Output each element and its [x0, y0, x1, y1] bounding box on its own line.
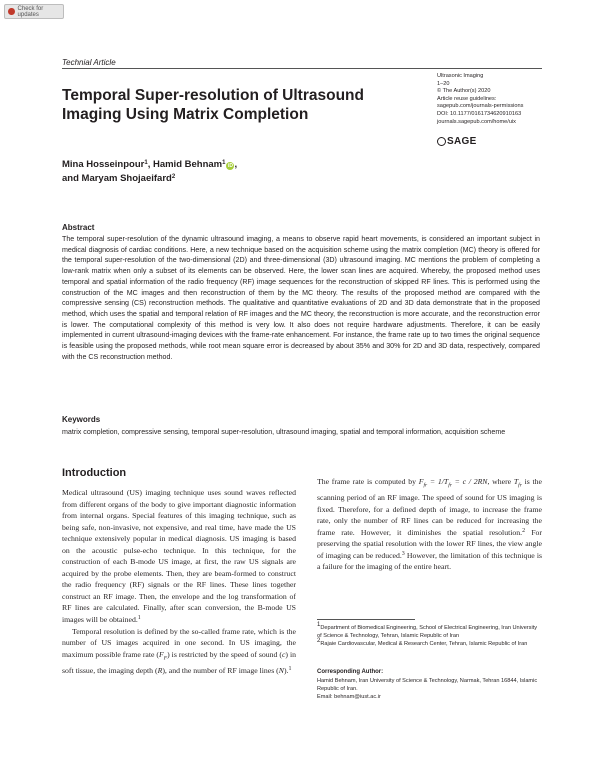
author-affiliation-mark: 2 — [171, 174, 176, 180]
journal-home-link[interactable]: journals.sagepub.com/home/uix — [437, 118, 516, 125]
paragraph-text: ), and the number of RF image lines ( — [162, 665, 279, 675]
orcid-icon[interactable]: iD — [227, 163, 233, 169]
footnote-divider — [317, 619, 415, 620]
update-icon — [8, 8, 15, 15]
affiliation-mark: 2 — [317, 637, 321, 644]
equation — [418, 477, 488, 489]
paragraph-text: , where — [487, 477, 514, 486]
math-symbol: c — [281, 649, 286, 659]
journal-info — [437, 73, 577, 126]
affiliations — [317, 622, 542, 648]
math-symbol: F — [159, 649, 164, 659]
paragraph-text: Medical ultrasound (US) imaging technique uses sound waves reflected from different organs of the body to give important diagnostic information from internal organs. Special features of this imaging technique, such as being safe, non-invasive, not expensive, and real time, have made the US technique extensively popular in medical diagnosis. US imaging is based on the acoustic pulse-echo technique. In this technique, for the construction of each B-mode US image, at first, the raw US signals are acquired by the probe elements. Then, they are beam-formed to construct the radio frequency (RF) signals or the RF lines. These lines together construct an RF image. Then, the envelope and the log transformation of RF lines are calculated. Finally, after scan conversion, the B-mode US images will be obtained. — [62, 488, 296, 625]
author-line-2 — [62, 172, 382, 186]
citation[interactable]: 3 — [401, 550, 405, 557]
keywords-heading: Keywords — [62, 415, 101, 424]
citation[interactable]: 1 — [137, 615, 141, 622]
paragraph-text: However, the limitation of this technique is a failure for the imaging of the entire heart. — [317, 550, 542, 572]
math-subscript: fr — [518, 482, 522, 489]
author-list — [62, 158, 382, 186]
math-symbol: F — [418, 477, 424, 486]
author-affiliation-mark: 1 — [222, 160, 226, 166]
paragraph-text: is the scanning period of an RF image. The speed of sound for US imaging is fixed. Therefore, for a defined depth of image, to increase the frame rate, only the number of RF lines can be reduced for increasing the frame rate. However, it diminishes the spatial resolution. — [317, 477, 542, 537]
paragraph-text: ). — [283, 665, 289, 675]
abstract-text: The temporal super-resolution of the dynamic ultrasound imaging, a means to observe rapid heart movements, is considered an important subject in medical diagnosis of cardiac conditions. Here, a new technique based on the acquisition scheme using the matrix completion (MC) theory is offered for the temporal super-resolution of the two-dimensional (2D) and three-dimensional (3D) ultrasound imaging. MC mentions the problem of completing a low-rank matrix when only a subset of its elements can be observed. Here, the lower scan lines are acquired. Whereby, the proposed method uses temporal and spatial information of the radio frequency (RF) image sequences for the reconstruction of skipped RF lines. This is performed using the construction of the MC images and then reconstruction of them by the MC theory. The results of the proposed method are compared with the compressive sensing (CS) reconstruction methods. The qualitative and quantitative evaluations of 2D and 3D data demonstrate that in the proposed method, which uses the spatial and temporal relation of RF images and the MC theory, the reconstruction is more accurate, and the reconstruction error is lower. The computational complexity of this method is very low. It also does not require hardware adjustments. Therefore, it can be easily implemented in current ultrasound-imaging devices with the frame-rate enhancement. For instance, the frame rate up to two times the original sequence is feasible using the proposed methods, while root mean square error is decreased by about 35% and 30% for 2D and 3D data, respectively, compared with the CS reconstruction method. — [62, 235, 540, 361]
author-name: Mina Hosseinpour — [62, 159, 145, 170]
paragraph-text: The frame rate is computed by — [317, 477, 419, 486]
keywords-text: matrix completion, compressive sensing, temporal super-resolution, ultrasound imaging, spatial and temporal information, acquisition scheme — [62, 428, 506, 436]
paragraph-text: For preserving the spatial resolution with the lower RF lines, the view angle of imaging can be reduced. — [317, 527, 542, 560]
introduction-heading: Introduction — [62, 467, 127, 479]
paragraph-text: ) is restricted by the speed of sound ( — [167, 649, 282, 659]
article-type: Technial Article — [62, 58, 116, 67]
author-line-1: Mina Hosseinpour$^1$, Hamid Behnam$^1$ iD , — [62, 159, 238, 170]
math-symbol: N — [278, 665, 284, 675]
affiliation-1 — [317, 622, 542, 641]
page-title: Temporal Super-resolution of Ultrasound Imaging Using Matrix Completion — [62, 87, 364, 123]
sage-logo-text: SAGE — [447, 136, 477, 147]
author-affiliation-mark: 1 — [144, 160, 148, 166]
affiliation-mark: 1 — [317, 622, 321, 628]
copyright: © The Author(s) 2020 — [437, 88, 491, 95]
author-name: Hamid Behnam — [152, 159, 223, 170]
corresponding-address: Hamid Behnam, Iran University of Science & Technology, Narmak, Tehran 16844, Islamic Republic of Iran. — [317, 678, 538, 692]
intro-paragraph-3 — [317, 476, 542, 573]
journal-pages: 1–20 — [437, 80, 450, 87]
intro-paragraph-1 — [62, 487, 296, 626]
math-symbol: = c / 2RN — [451, 477, 488, 486]
journal-name: Ultrasonic Imaging — [437, 73, 484, 79]
author-separator: , — [147, 159, 153, 170]
corresponding-email[interactable]: Email: behnam@iust.ac.ir — [317, 693, 381, 700]
math-subscript: F — [163, 655, 168, 662]
sage-logo-icon — [437, 137, 446, 146]
affiliation-text: Department of Biomedical Engineering, School of Electrical Engineering, Iran University of Science & Technology, Tehran, Islamic Republic of Iran — [317, 625, 538, 639]
badge-label: Check for updates — [17, 5, 44, 18]
math-symbol: = 1/T — [427, 477, 449, 486]
author-conjunction: and — [62, 173, 82, 184]
corresponding-author — [317, 678, 542, 701]
doi[interactable]: DOI: 10.1177/0161734620910163 — [437, 110, 522, 117]
permissions-link[interactable]: sagepub.com/journals-permissions — [437, 103, 524, 110]
paragraph-text: ) in soft tissue, the imaging depth ( — [62, 649, 296, 675]
intro-paragraph-2 — [62, 626, 296, 677]
citation[interactable]: 1 — [288, 665, 292, 672]
abstract-heading: Abstract — [62, 223, 95, 232]
reuse-guidelines: Article reuse guidelines: — [437, 95, 497, 102]
right-column — [317, 476, 542, 573]
math-subscript: fr — [423, 482, 428, 489]
affiliation-2 — [317, 637, 542, 649]
check-for-updates-badge[interactable] — [4, 4, 64, 19]
math-subscript: fr — [448, 482, 452, 489]
paragraph-text: Temporal resolution is defined by the so-called frame rate, which is the number of US images acquired in one second. In US imaging, the maximum possible frame rate ( — [62, 626, 296, 659]
math-symbol: T — [513, 477, 519, 486]
author-name: Maryam Shojaeifard — [81, 173, 172, 184]
math-symbol: R — [157, 665, 163, 675]
affiliation-text: Rajaie Cardiovascular, Medical & Research Center, Tehran, Islamic Republic of Iran — [320, 640, 528, 647]
sage-logo — [437, 136, 477, 147]
header-divider — [62, 68, 542, 69]
citation[interactable]: 2 — [522, 527, 526, 534]
corresponding-author-heading: Corresponding Author: — [317, 669, 384, 675]
left-column — [62, 487, 296, 676]
